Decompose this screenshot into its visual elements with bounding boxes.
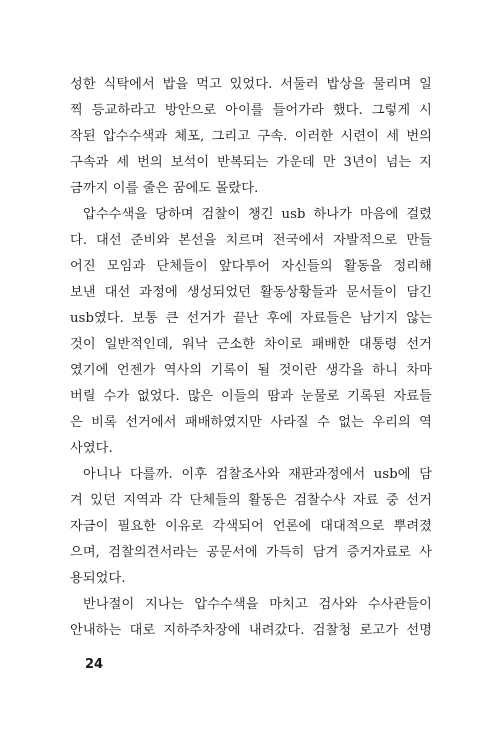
paragraph [70,72,432,202]
text-line: 자금이 필요한 이유로 각색되어 언론에 대대적으로 뿌려졌 [70,519,432,534]
paragraph [70,202,432,462]
text-line: 다. 대선 준비와 본선을 치르며 전국에서 자발적으로 만들 [70,233,432,248]
text-line: 찍 등교하라고 방안으로 아이를 들어가라 했다. 그렇게 시 [70,103,432,118]
text-line: 작된 압수수색과 체포, 그리고 구속. 이러한 시련이 세 번의 [70,129,432,144]
text-line: 보낸 대선 과정에 생성되었던 활동상황들과 문서들이 담긴 [70,285,432,300]
text-line: 겨 있던 지역과 각 단체들의 활동은 검찰수사 자료 중 선거 [70,493,432,508]
text-line: 아니나 다를까. 이후 검찰조사와 재판과정에서 usb에 담 [83,467,432,482]
text-line: 안내하는 대로 지하주차장에 내려갔다. 검찰청 로고가 선명 [70,623,432,638]
paragraph [70,462,432,592]
text-line: 버릴 수가 없었다. 많은 이들의 땀과 눈물로 기록된 자료들 [70,389,432,404]
text-line: 것이 일반적인데, 워낙 근소한 차이로 패배한 대통령 선거 [70,337,432,352]
text-line: 사였다. [70,441,113,456]
text-line: 반나절이 지나는 압수수색을 마치고 검사와 수사관들이 [83,597,432,612]
paragraph [70,592,432,644]
text-line: 용되었다. [70,571,126,586]
page-number: 24 [85,657,104,672]
text-line: 였기에 언젠가 역사의 기록이 될 것이란 생각을 하니 차마 [70,363,432,378]
text-line: 으며, 검찰의견서라는 공문서에 가득히 담겨 증거자료로 사 [70,545,432,560]
text-line: 어진 모임과 단체들이 앞다투어 자신들의 활동을 정리해 [70,259,432,274]
text-line: 압수수색을 당하며 검찰이 챙긴 usb 하나가 마음에 걸렸 [83,207,432,222]
text-line: 성한 식탁에서 밥을 먹고 있었다. 서둘러 밥상을 물리며 일 [70,77,432,92]
text-line: 금까지 이를 줄은 꿈에도 몰랐다. [70,181,259,196]
body-text [70,72,432,644]
text-line: 구속과 세 번의 보석이 반복되는 가운데 만 3년이 넘는 지 [70,155,432,170]
text-line: 은 비록 선거에서 패배하였지만 사라질 수 없는 우리의 역 [70,415,432,430]
text-line: usb였다. 보통 큰 선거가 끝난 후에 자료들은 남기지 않는 [70,311,432,326]
